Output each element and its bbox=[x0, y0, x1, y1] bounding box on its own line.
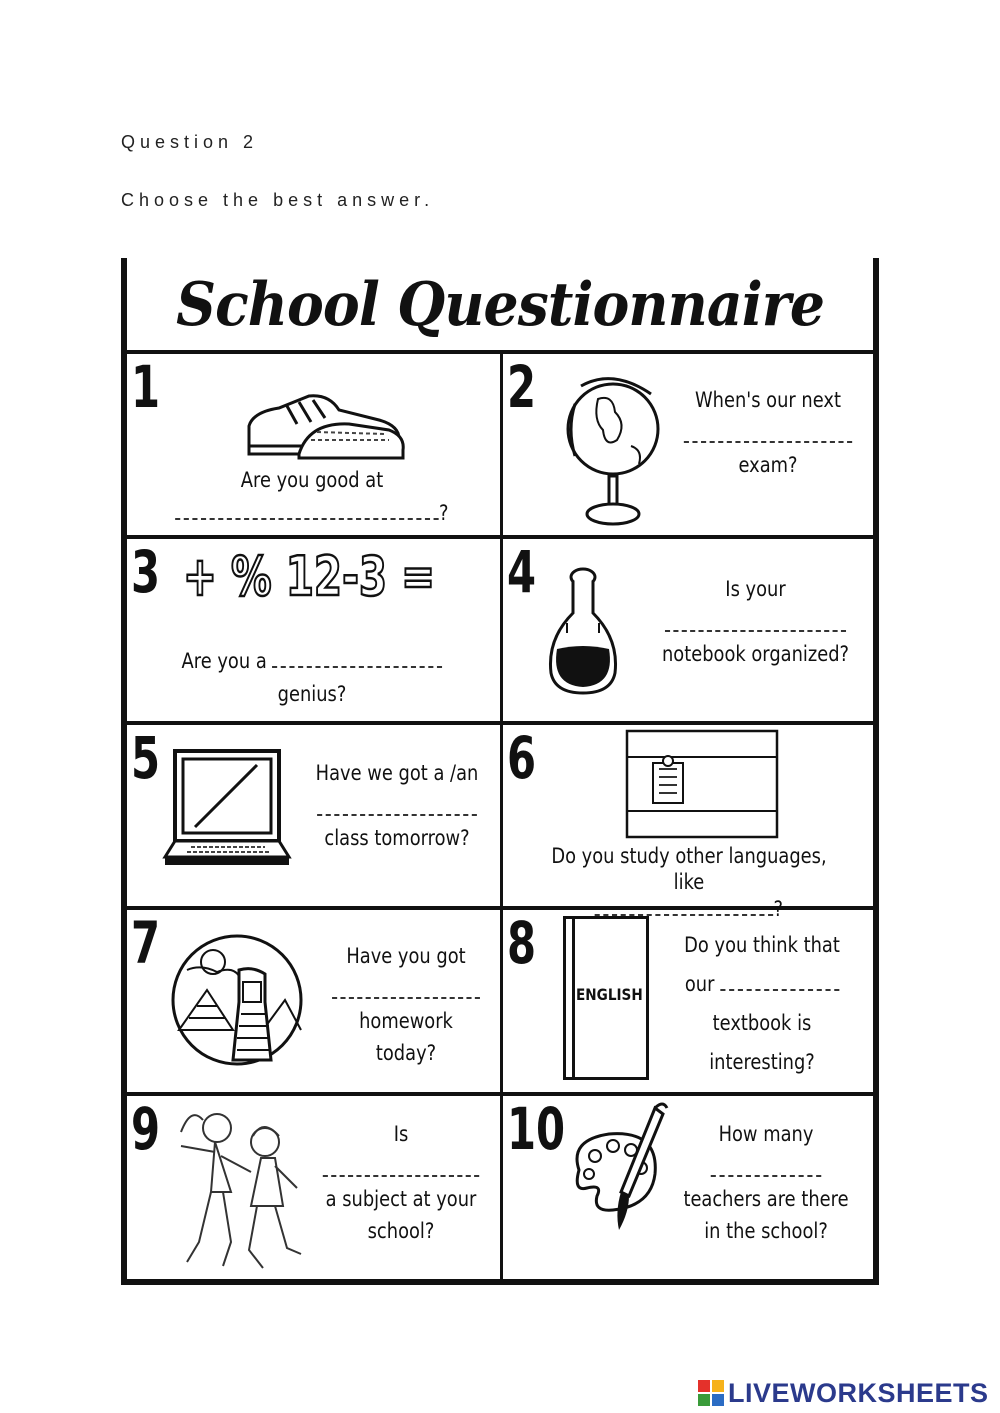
question-cell-9 bbox=[127, 1096, 500, 1279]
question-number: 1 bbox=[131, 353, 161, 421]
question-ending: textbook is interesting? bbox=[709, 1010, 815, 1074]
question-text-1 bbox=[163, 464, 461, 529]
sneakers-icon bbox=[239, 384, 409, 464]
question-text-4 bbox=[660, 573, 851, 670]
question-prompt: Have you got bbox=[346, 944, 466, 968]
question-ending: teachers are there in the school? bbox=[683, 1186, 849, 1244]
question-prompt: Are you good at bbox=[240, 468, 384, 492]
question-text-2 bbox=[679, 384, 858, 481]
answer-blank[interactable] bbox=[665, 606, 846, 632]
question-text-8 bbox=[669, 926, 854, 1081]
question-prompt: Are you a bbox=[181, 649, 267, 673]
question-number: 9 bbox=[131, 1095, 161, 1163]
answer-blank[interactable] bbox=[176, 502, 440, 520]
question-ending: homework today? bbox=[359, 1008, 453, 1066]
question-prompt: How many bbox=[718, 1122, 814, 1146]
question-prompt: Do you think that bbox=[684, 933, 840, 957]
egypt-pyramids-icon bbox=[167, 930, 307, 1070]
question-text-10 bbox=[677, 1118, 856, 1248]
question-cell-8 bbox=[503, 910, 873, 1092]
question-cell-3 bbox=[127, 539, 500, 721]
question-cell-1 bbox=[127, 354, 500, 535]
question-cell-6 bbox=[503, 724, 873, 921]
flask-icon bbox=[543, 563, 623, 703]
laptop-icon bbox=[161, 747, 291, 872]
question-text-5 bbox=[312, 757, 482, 854]
math-symbols-icon: + % 12-3 = bbox=[183, 545, 436, 608]
answer-blank[interactable] bbox=[317, 790, 477, 816]
answer-blank[interactable] bbox=[323, 1151, 479, 1177]
question-number: 10 bbox=[507, 1095, 566, 1163]
question-ending: exam? bbox=[738, 452, 798, 477]
brand-name: LIVEWORKSHEETS bbox=[728, 1377, 989, 1408]
question-number: 5 bbox=[131, 724, 161, 792]
question-number: 8 bbox=[507, 909, 537, 977]
question-number: 3 bbox=[131, 538, 161, 606]
question-prompt: When's our next bbox=[695, 388, 841, 412]
worksheet-title: School Questionnaire bbox=[176, 270, 824, 340]
answer-blank[interactable] bbox=[332, 973, 480, 999]
instruction-text: Choose the best answer. bbox=[121, 190, 435, 210]
question-number: 6 bbox=[507, 724, 537, 792]
question-mid: our bbox=[684, 971, 715, 996]
answer-blank[interactable] bbox=[720, 973, 839, 991]
answer-blank[interactable] bbox=[711, 1151, 822, 1177]
question-number: 7 bbox=[131, 909, 161, 977]
book-spine bbox=[572, 919, 575, 1077]
english-book-icon bbox=[563, 916, 649, 1080]
spain-flag-icon bbox=[625, 729, 779, 839]
book-label: ENGLISH bbox=[576, 985, 643, 1004]
question-prompt: Have we got a /an bbox=[315, 761, 479, 785]
question-text-9 bbox=[318, 1118, 485, 1248]
question-cell-4 bbox=[503, 539, 873, 721]
questionnaire-sheet bbox=[121, 258, 879, 1285]
question-number: 2 bbox=[507, 353, 537, 421]
question-cell-2 bbox=[503, 354, 873, 535]
question-label: Question 2 bbox=[121, 132, 259, 152]
question-cell-5 bbox=[127, 725, 500, 906]
question-number: 4 bbox=[507, 538, 537, 606]
title-row bbox=[127, 258, 873, 354]
question-text-7 bbox=[327, 940, 485, 1070]
logo-mark-icon bbox=[698, 1380, 724, 1406]
question-ending: notebook organized? bbox=[661, 641, 850, 666]
answer-blank[interactable] bbox=[684, 417, 852, 443]
question-cell-7 bbox=[127, 910, 500, 1092]
question-ending: ? bbox=[773, 896, 783, 921]
question-text-3 bbox=[163, 645, 461, 710]
question-prompt: Is bbox=[393, 1122, 409, 1146]
question-ending: a subject at your school? bbox=[325, 1186, 477, 1244]
question-ending: ? bbox=[439, 500, 449, 525]
question-ending: class tomorrow? bbox=[324, 825, 470, 850]
question-prompt: Is your bbox=[725, 577, 786, 601]
dancing-kids-icon bbox=[171, 1102, 311, 1274]
question-prompt: Do you study other languages, like bbox=[551, 844, 827, 895]
question-cell-10 bbox=[503, 1096, 873, 1279]
question-ending: genius? bbox=[277, 681, 347, 706]
art-palette-icon bbox=[559, 1100, 679, 1250]
globe-icon bbox=[553, 364, 663, 529]
liveworksheets-logo bbox=[698, 1378, 989, 1408]
answer-blank[interactable] bbox=[272, 650, 442, 668]
